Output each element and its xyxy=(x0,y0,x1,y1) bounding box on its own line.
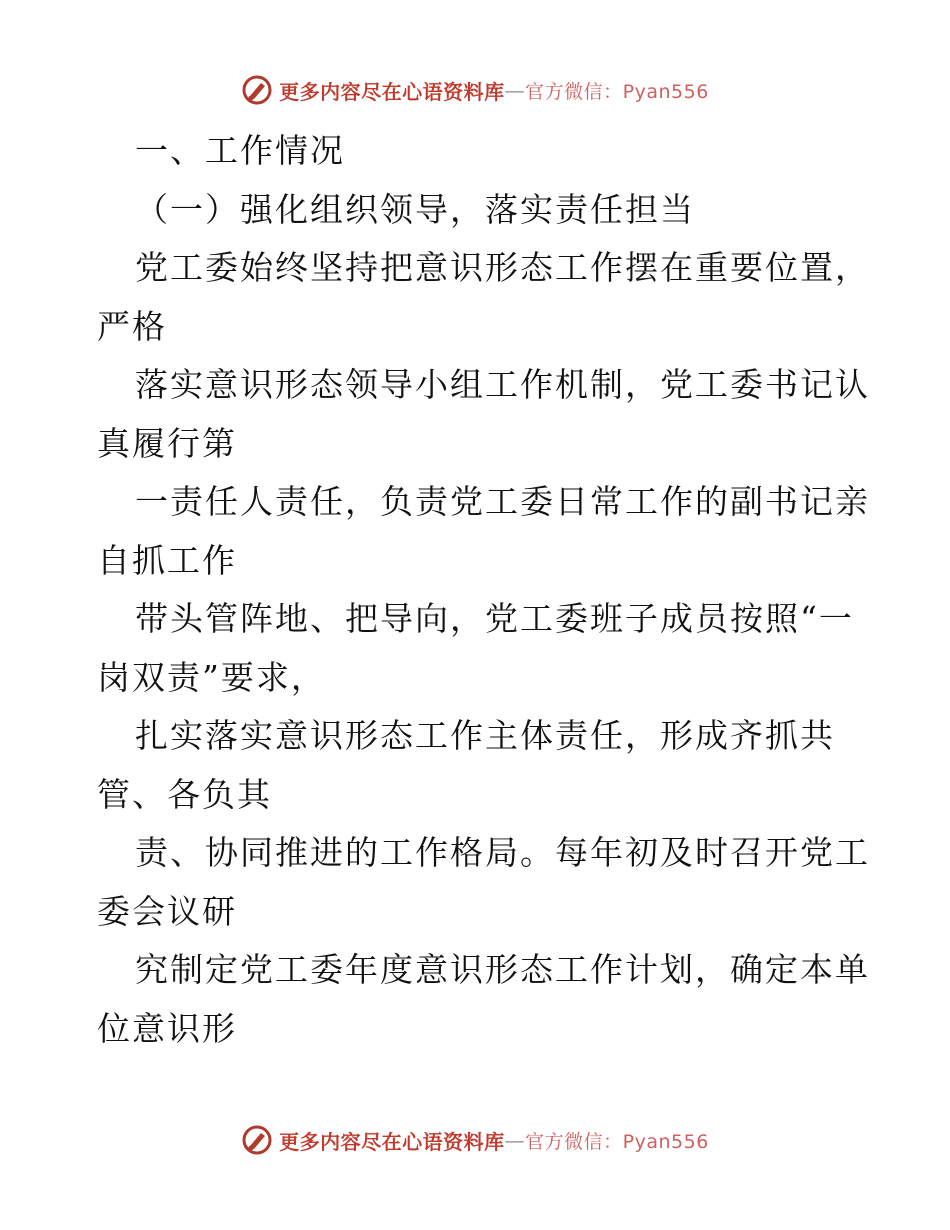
paragraph-line: 委会议研 xyxy=(97,891,237,931)
paragraph-line: 管、各负其 xyxy=(97,774,272,814)
seal-logo-icon xyxy=(241,74,273,106)
footer-banner xyxy=(0,1120,950,1160)
paragraph-line: 真履行第 xyxy=(97,423,237,463)
banner-wechat: 官方微信：Pyan556 xyxy=(525,80,709,103)
banner-title: 更多内容尽在心语资料库 xyxy=(279,79,505,104)
paragraph-line: 严格 xyxy=(97,306,167,346)
paragraph-line: 位意识形 xyxy=(97,1008,237,1048)
paragraph-line: 带头管阵地、把导向，党工委班子成员按照“一 xyxy=(135,599,854,638)
paragraph-line: 自抓工作 xyxy=(97,540,237,580)
document-body xyxy=(97,122,870,1058)
subsection-heading: （一）强化组织领导，落实责任担当 xyxy=(135,189,695,229)
paragraph-line: 岗双责”要求， xyxy=(97,657,326,697)
paragraph-line: 党工委始终坚持把意识形态工作摆在重要位置， xyxy=(135,248,870,287)
section-heading: 一、工作情况 xyxy=(135,131,345,170)
paragraph-line: 一责任人责任，负责党工委日常工作的副书记亲 xyxy=(135,482,870,521)
banner-wechat: 官方微信：Pyan556 xyxy=(525,1130,709,1153)
seal-logo-icon xyxy=(241,1124,273,1156)
paragraph-line: 落实意识形态领导小组工作机制，党工委书记认 xyxy=(135,365,870,404)
paragraph-line: 究制定党工委年度意识形态工作计划，确定本单 xyxy=(135,950,870,989)
banner-dash: — xyxy=(504,1128,526,1152)
header-banner xyxy=(0,70,950,110)
paragraph-line: 责、协同推进的工作格局。每年初及时召开党工 xyxy=(135,833,870,872)
banner-dash: — xyxy=(504,78,526,102)
paragraph-line: 扎实落实意识形态工作主体责任，形成齐抓共 xyxy=(135,716,835,755)
banner-title: 更多内容尽在心语资料库 xyxy=(279,1129,505,1154)
